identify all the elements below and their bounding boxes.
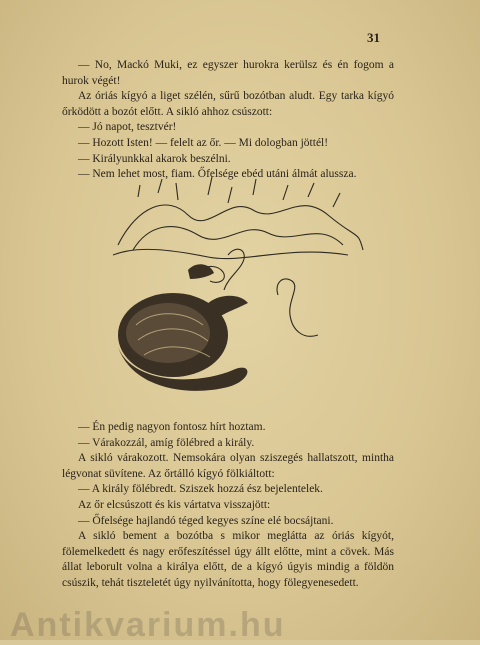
paragraph: — Királyunkkal akarok beszélni. — [78, 152, 231, 165]
watermark: Antikvarium.hu — [10, 606, 286, 644]
paragraph: — Jó napot, tesztvér! — [78, 121, 177, 134]
paragraph: — A király fölébredt. Sziszek hozzá ész bejelentelek. — [78, 483, 323, 496]
paragraph: A sikló várakozott. Nemsokára olyan sziszegés hallatszott, mintha légvonat süvítene. Az őrtálló kígyó fölkiáltott: — [62, 452, 394, 480]
bottom-text-block — [62, 420, 394, 592]
paragraph: — No, Mackó Muki, ez egyszer hurokra kerülsz és én fogom a hurok végét! — [62, 59, 394, 87]
snake-illustration-icon — [78, 175, 378, 410]
paragraph: — Várakozzál, amíg fölébred a király. — [78, 436, 255, 449]
top-text-block — [62, 58, 394, 183]
paragraph: Az óriás kígyó a liget szélén, sűrű bozótban aludt. Egy tarka kígyó őrködött a bozót előtt. A sikló ahhoz csúszott: — [62, 90, 394, 118]
paragraph: — Őfelsége hajlandó téged kegyes színe elé bocsájtani. — [78, 514, 334, 527]
paragraph: — Én pedig nagyon fontosz hírt hoztam. — [78, 421, 266, 433]
paragraph: — Hozott Isten! — felelt az őr. — Mi dologban jöttél! — [78, 136, 329, 149]
page-number: 31 — [367, 30, 380, 45]
paragraph: A sikló bement a bozótba s mikor meglátta az óriás kígyót, fölemelkedett és nagy erőfeszítéssel úgy állt előtte, mint a cövek. Más állat leborult volna a királya előtt, de a kígyó úgyis mindig a földön csúszik, tehát tiszteletét úgy nyilvánította, hogy fölegyenesedett. — [62, 530, 394, 589]
paragraph: Az őr elcsúszott és kis vártatva visszajött: — [78, 498, 271, 511]
paragraph: — Nem lehet most, fiam. Őfelsége ebéd utáni álmát alussza. — [78, 168, 357, 181]
